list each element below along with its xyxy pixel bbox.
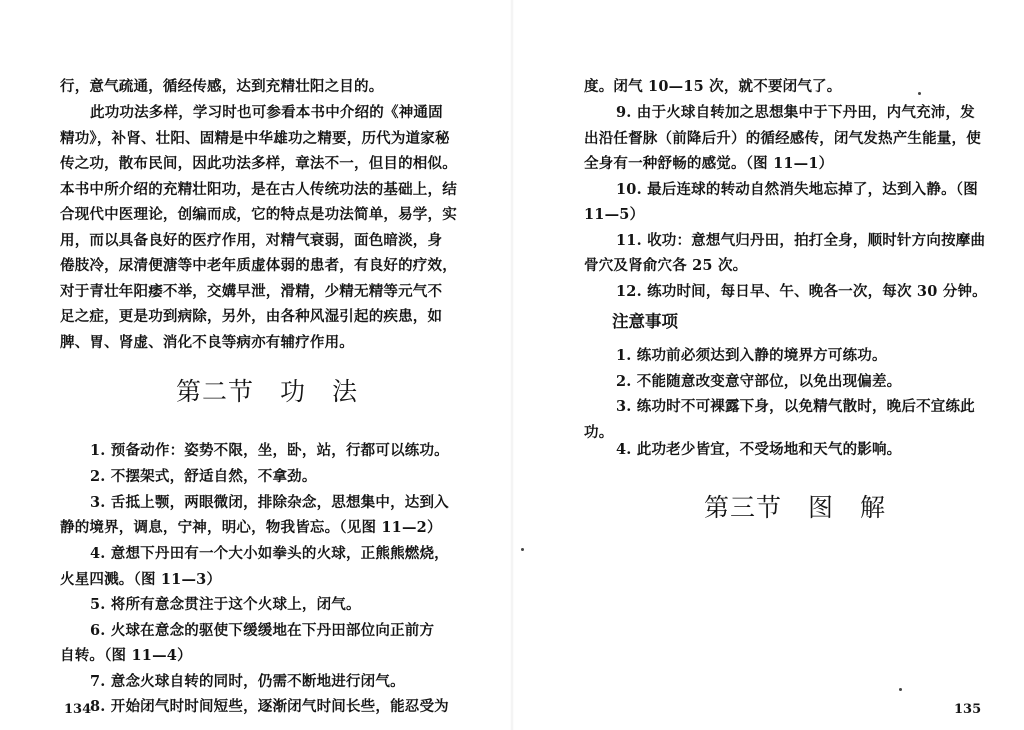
list-item: 静的境界，调息，宁神，明心，物我皆忘。（见图 11—2）	[60, 519, 442, 536]
paragraph-line: 行，意气疏通，循经传感，达到充精壮阳之目的。	[60, 78, 384, 95]
scan-speck	[918, 92, 921, 95]
paragraph-line: 传之功，散布民间，因此功法多样，章法不一，但目的相似。	[60, 155, 457, 172]
note-item: 1. 练功前必须达到入静的境界方可练功。	[616, 347, 887, 364]
list-item: 6. 火球在意念的驱使下缓缓地在下丹田部位向正前方	[90, 622, 435, 639]
list-item: 度。闭气 10—15 次，就不要闭气了。	[584, 78, 842, 95]
list-item: 12. 练功时间，每日早、午、晚各一次，每次 30 分钟。	[616, 283, 987, 300]
page-number-left: 134	[64, 702, 92, 717]
section-title-gongfa: 第二节 功 法	[176, 377, 359, 406]
list-item: 9. 由于火球自转加之思想集中于下丹田，内气充沛，发	[616, 104, 975, 121]
paragraph-line: 对于青壮年阳痿不举，交媾早泄，滑精，少精无精等元气不	[60, 283, 443, 300]
paragraph-line: 精功》，补肾、壮阳、固精是中华雄功之精要，历代为道家秘	[60, 130, 450, 147]
right-page	[512, 0, 1024, 730]
page-number-right: 135	[954, 702, 982, 717]
list-item: 骨穴及肾俞穴各 25 次。	[584, 257, 748, 274]
paragraph-line: 合现代中医理论，创编而成，它的特点是功法简单，易学，实	[60, 206, 457, 223]
section-title-tujie: 第三节 图 解	[704, 493, 887, 522]
paragraph-line: 此功功法多样，学习时也可参看本书中介绍的《神通固	[90, 104, 443, 121]
scan-speck	[521, 548, 524, 551]
list-item: 10. 最后连球的转动自然消失地忘掉了，达到入静。（图	[616, 181, 978, 198]
list-item: 2. 不摆架式，舒适自然，不拿劲。	[90, 468, 317, 485]
list-item: 5. 将所有意念贯注于这个火球上，闭气。	[90, 596, 361, 613]
list-item: 11—5）	[584, 206, 645, 223]
list-item: 3. 舌抵上颚，两眼微闭，排除杂念，思想集中，达到入	[90, 494, 449, 511]
list-item: 出沿任督脉（前降后升）的循经感传，闭气发热产生能量，使	[584, 130, 981, 147]
list-item: 11. 收功：意想气归丹田，拍打全身，顺时针方向按摩曲	[616, 232, 986, 249]
note-item: 3. 练功时不可裸露下身，以免精气散时，晚后不宜练此	[616, 398, 975, 415]
list-item: 7. 意念火球自转的同时，仍需不断地进行闭气。	[90, 673, 405, 690]
paragraph-line: 足之症，更是功到病除，另外，由各种风湿引起的疾患，如	[60, 308, 443, 325]
scan-speck	[899, 688, 902, 691]
paragraph-line: 用，而以具备良好的医疗作用，对精气衰弱，面色暗淡，身	[60, 232, 443, 249]
paragraph-line: 脾、胃、肾虚、消化不良等病亦有辅疗作用。	[60, 334, 354, 351]
note-item: 功。	[584, 424, 614, 441]
notes-subheading: 注意事项	[612, 312, 678, 331]
list-item: 1. 预备动作：姿势不限，坐，卧，站，行都可以练功。	[90, 442, 449, 459]
note-item: 2. 不能随意改变意守部位，以免出现偏差。	[616, 373, 902, 390]
paragraph-line: 倦肢冷，尿清便溏等中老年质虚体弱的患者，有良好的疗效，	[60, 257, 457, 274]
note-item: 4. 此功老少皆宜，不受场地和天气的影响。	[616, 441, 902, 458]
list-item: 8. 开始闭气时时间短些，逐渐闭气时间长些，能忍受为	[90, 698, 449, 715]
list-item: 火星四溅。（图 11—3）	[60, 571, 222, 588]
list-item: 全身有一种舒畅的感觉。（图 11—1）	[584, 155, 834, 172]
paragraph-line: 本书中所介绍的充精壮阳功，是在古人传统功法的基础上，结	[60, 181, 457, 198]
list-item: 自转。（图 11—4）	[60, 647, 192, 664]
list-item: 4. 意想下丹田有一个大小如拳头的火球，正熊熊燃烧，	[90, 545, 449, 562]
